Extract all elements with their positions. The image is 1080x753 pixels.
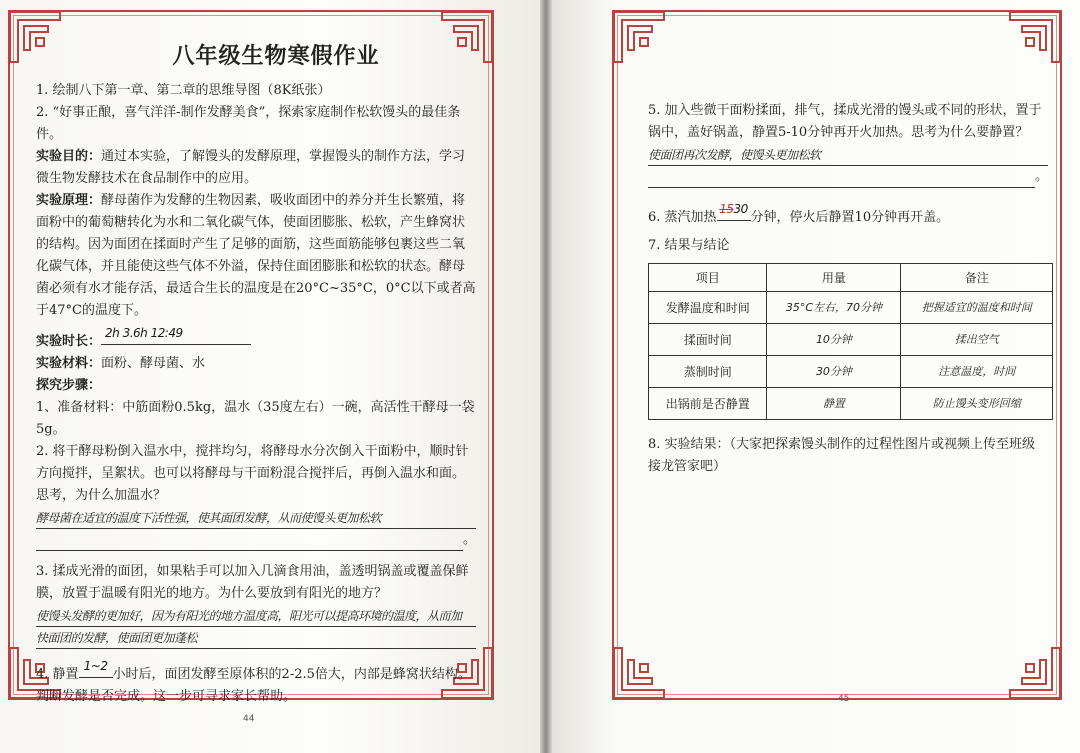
result-table [648,263,1053,420]
table-header-row [649,264,1053,292]
principle-label: 实验原理： [36,193,102,208]
step-2-blank-line[interactable] [36,529,476,551]
table-row [649,388,1053,420]
cell-amount[interactable]: 30分钟 [767,356,901,388]
left-page-content [36,46,476,708]
principle-text: 酵母菌作为发酵的生物因素，吸收面团中的养分并生长繁殖，将面粉中的葡萄糖转化为水和二氧化碳气体，使面团膨胀、松软，产生蜂窝状的结构。因为面团在揉面时产生了足够的面筋，这些面筋能够包裹这些二氧化碳气体，并且能使这些气体不外溢，保持住面团膨胀和松软的状态。酵母菌必须有水才能存活，最适合生长的温度是在20°C~35°C，0°C以下或者高于47°C的温度下。 [36,193,476,318]
header-item: 项目 [649,264,767,292]
cell-note[interactable]: 防止馒头变形回缩 [901,388,1053,420]
step-2: 2. 将干酵母粉倒入温水中，搅拌均匀，将酵母水分次倒入干面粉中，顺时针方向搅拌，呈絮状。也可以将酵母与干面粉混合搅拌后，再倒入温水和面。思考，为什么加温水？ [36,444,469,503]
page-number-left: 44 [243,714,255,724]
step-3-answer-line-2[interactable]: 快面团的发酵，使面团更加蓬松 [36,627,476,649]
right-page [552,0,1080,753]
materials-section [36,353,476,375]
line-end-dot: 。 [462,532,476,547]
step-4 [36,655,476,708]
step-3: 3. 揉成光滑的面团，如果粘手可以加入几滴食用油，盖透明锅盖或覆盖保鲜膜，放置于温暖有阳光的地方。为什么要放到有阳光的地方？ [36,564,469,601]
table-row [649,292,1053,324]
worksheet-title: 八年级生物寒假作业 [172,44,380,69]
step-4-blank[interactable]: 1~2 [79,655,113,678]
page-number-right: 45 [838,694,850,704]
cell-item: 出锅前是否静置 [649,388,767,420]
corner-ornament-icon [1008,10,1062,64]
question-8: 8. 实验结果：（大家把探索馒头制作的过程性图片或视频上传至班级接龙管家吧） [648,437,1036,474]
corner-ornament-icon [612,10,666,64]
question-7: 7. 结果与结论 [648,238,730,253]
cell-amount[interactable]: 静置 [767,388,901,420]
corner-ornament-icon [1008,646,1062,700]
question-5: 5. 加入些微干面粉揉面，排气，揉成光滑的馒头或不同的形状，置于锅中，盖好锅盖，静置5-10分钟再开火加热。思考为什么要静置？ [648,103,1042,140]
table-row [649,324,1053,356]
purpose-label: 实验目的： [36,149,102,164]
corrected-value: 30 [733,202,748,216]
question-5-blank-line[interactable] [648,166,1048,188]
question-6-prefix: 6. 蒸汽加热 [648,210,717,225]
materials-label: 实验材料： [36,356,102,371]
question-6 [648,198,1048,229]
cell-item: 揉面时间 [649,324,767,356]
cell-item: 发酵温度和时间 [649,292,767,324]
blank-line [648,170,1035,188]
cell-amount[interactable]: 35°C左右，70分钟 [767,292,901,324]
materials-text: 面粉、酵母菌、水 [101,356,206,371]
table-row [649,356,1053,388]
step-1: 1、准备材料：中筋面粉0.5kg，温水（35度左右）一碗，高活性干酵母一袋5g。 [36,400,475,437]
question-5-answer[interactable]: 使面团再次发酵，使馒头更加松软 [648,144,1048,166]
line-end-dot: 。 [1034,169,1048,184]
principle-section [36,190,476,322]
question-6-blank[interactable] [717,198,751,221]
purpose-text: 通过本实验，了解馒头的发酵原理，掌握馒头的制作方法，学习微生物发酵技术在食品制作中的应用。 [36,149,466,186]
cell-note[interactable]: 注意温度，时间 [901,356,1053,388]
time-answer[interactable]: 2h 3.6h 12:49 [101,322,251,345]
question-2: 2. “好事正酿，喜气洋洋-制作发酵美食”，探索家庭制作松软馒头的最佳条件。 [36,105,461,142]
right-page-content [648,100,1048,478]
time-section [36,322,476,353]
question-6-suffix: 分钟，停火后静置10分钟再开盖。 [750,210,950,225]
cell-amount[interactable]: 10分钟 [767,324,901,356]
step-3-answer-line-1[interactable]: 使馒头发酵的更加好，因为有阳光的地方温度高，阳光可以提高环境的温度，从而加 [36,605,476,627]
purpose-section [36,146,476,190]
cell-note[interactable]: 把握适宜的温度和时间 [901,292,1053,324]
time-label: 实验时长： [36,334,102,349]
struck-value: 15 [719,202,734,216]
cell-item: 蒸制时间 [649,356,767,388]
question-1: 1. 绘制八下第一章、第二章的思维导图（8K纸张） [36,83,331,98]
cell-note[interactable]: 揉出空气 [901,324,1053,356]
header-note: 备注 [901,264,1053,292]
step-2-answer[interactable]: 酵母菌在适宜的温度下活性强，使其面团发酵，从而使馒头更加松软 [36,507,476,529]
steps-label: 探究步骤： [36,378,102,393]
step-4-suffix: 小时后，面团发酵至原体积的2-2.5倍大，内部是蜂窝状结构。判断发酵是否完成。这一步可寻求家长帮助。 [36,667,471,704]
blank-line [36,533,463,551]
book-spine [540,0,552,753]
corner-ornament-icon [612,646,666,700]
header-amount: 用量 [767,264,901,292]
step-4-prefix: 4. 静置 [36,667,79,682]
